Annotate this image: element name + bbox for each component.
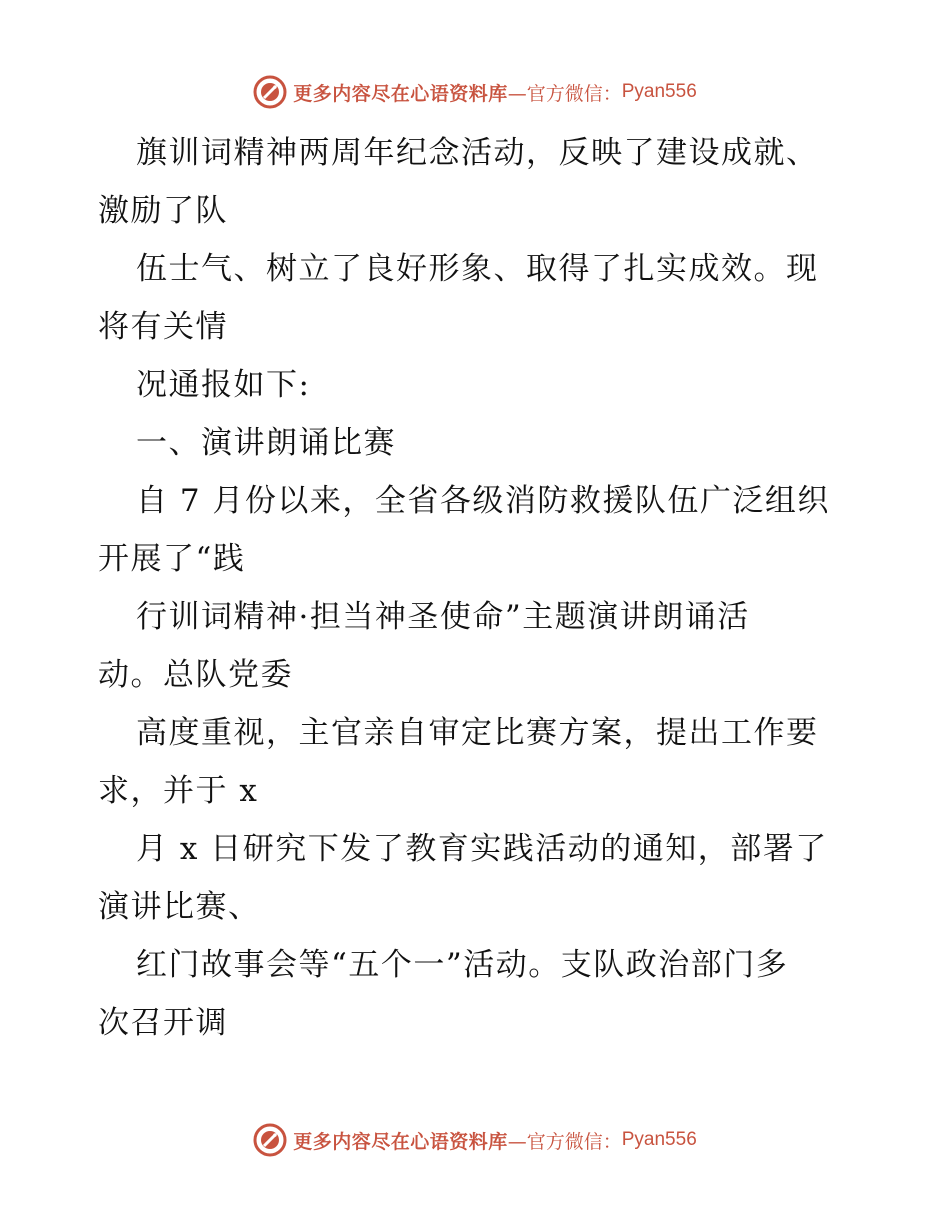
paragraph-line: 动。总队党委 (98, 657, 293, 693)
section-heading: 一、演讲朗诵比赛 (136, 425, 396, 461)
header-watermark-banner (0, 72, 950, 112)
paragraph-line: 伍士气、树立了良好形象、取得了扎实成效。现 (136, 251, 819, 287)
banner-wechat-id: Pyan556 (621, 81, 697, 102)
paragraph-line: 次召开调 (98, 1005, 228, 1041)
paragraph-line: 月 x 日研究下发了教育实践活动的通知，部署了 (136, 831, 828, 867)
paragraph-line: 开展了“践 (98, 541, 246, 577)
banner-wechat-label: —官方微信： (507, 1130, 622, 1153)
banner-title: 更多内容尽在心语资料库 (293, 82, 508, 105)
brand-logo-icon (253, 75, 287, 109)
document-body (98, 124, 858, 1052)
paragraph-line: 激励了队 (98, 193, 228, 229)
brand-logo-icon (253, 1123, 287, 1157)
paragraph-line: 红门故事会等“五个一”活动。支队政治部门多 (136, 947, 789, 983)
banner-wechat-id: Pyan556 (621, 1129, 697, 1150)
banner-title: 更多内容尽在心语资料库 (293, 1130, 508, 1153)
paragraph-line: 况通报如下: (136, 367, 311, 403)
paragraph-line: 自 7 月份以来，全省各级消防救援队伍广泛组织 (136, 483, 830, 519)
banner-wechat-label: —官方微信： (507, 82, 622, 105)
paragraph-line: 求，并于 x (98, 773, 259, 809)
paragraph-line: 演讲比赛、 (98, 889, 261, 925)
footer-watermark-banner (0, 1120, 950, 1160)
paragraph-line: 行训词精神·担当神圣使命”主题演讲朗诵活 (136, 599, 750, 635)
paragraph-line: 旗训词精神两周年纪念活动，反映了建设成就、 (136, 135, 819, 171)
paragraph-line: 将有关情 (98, 309, 228, 345)
paragraph-line: 高度重视，主官亲自审定比赛方案，提出工作要 (136, 715, 819, 751)
